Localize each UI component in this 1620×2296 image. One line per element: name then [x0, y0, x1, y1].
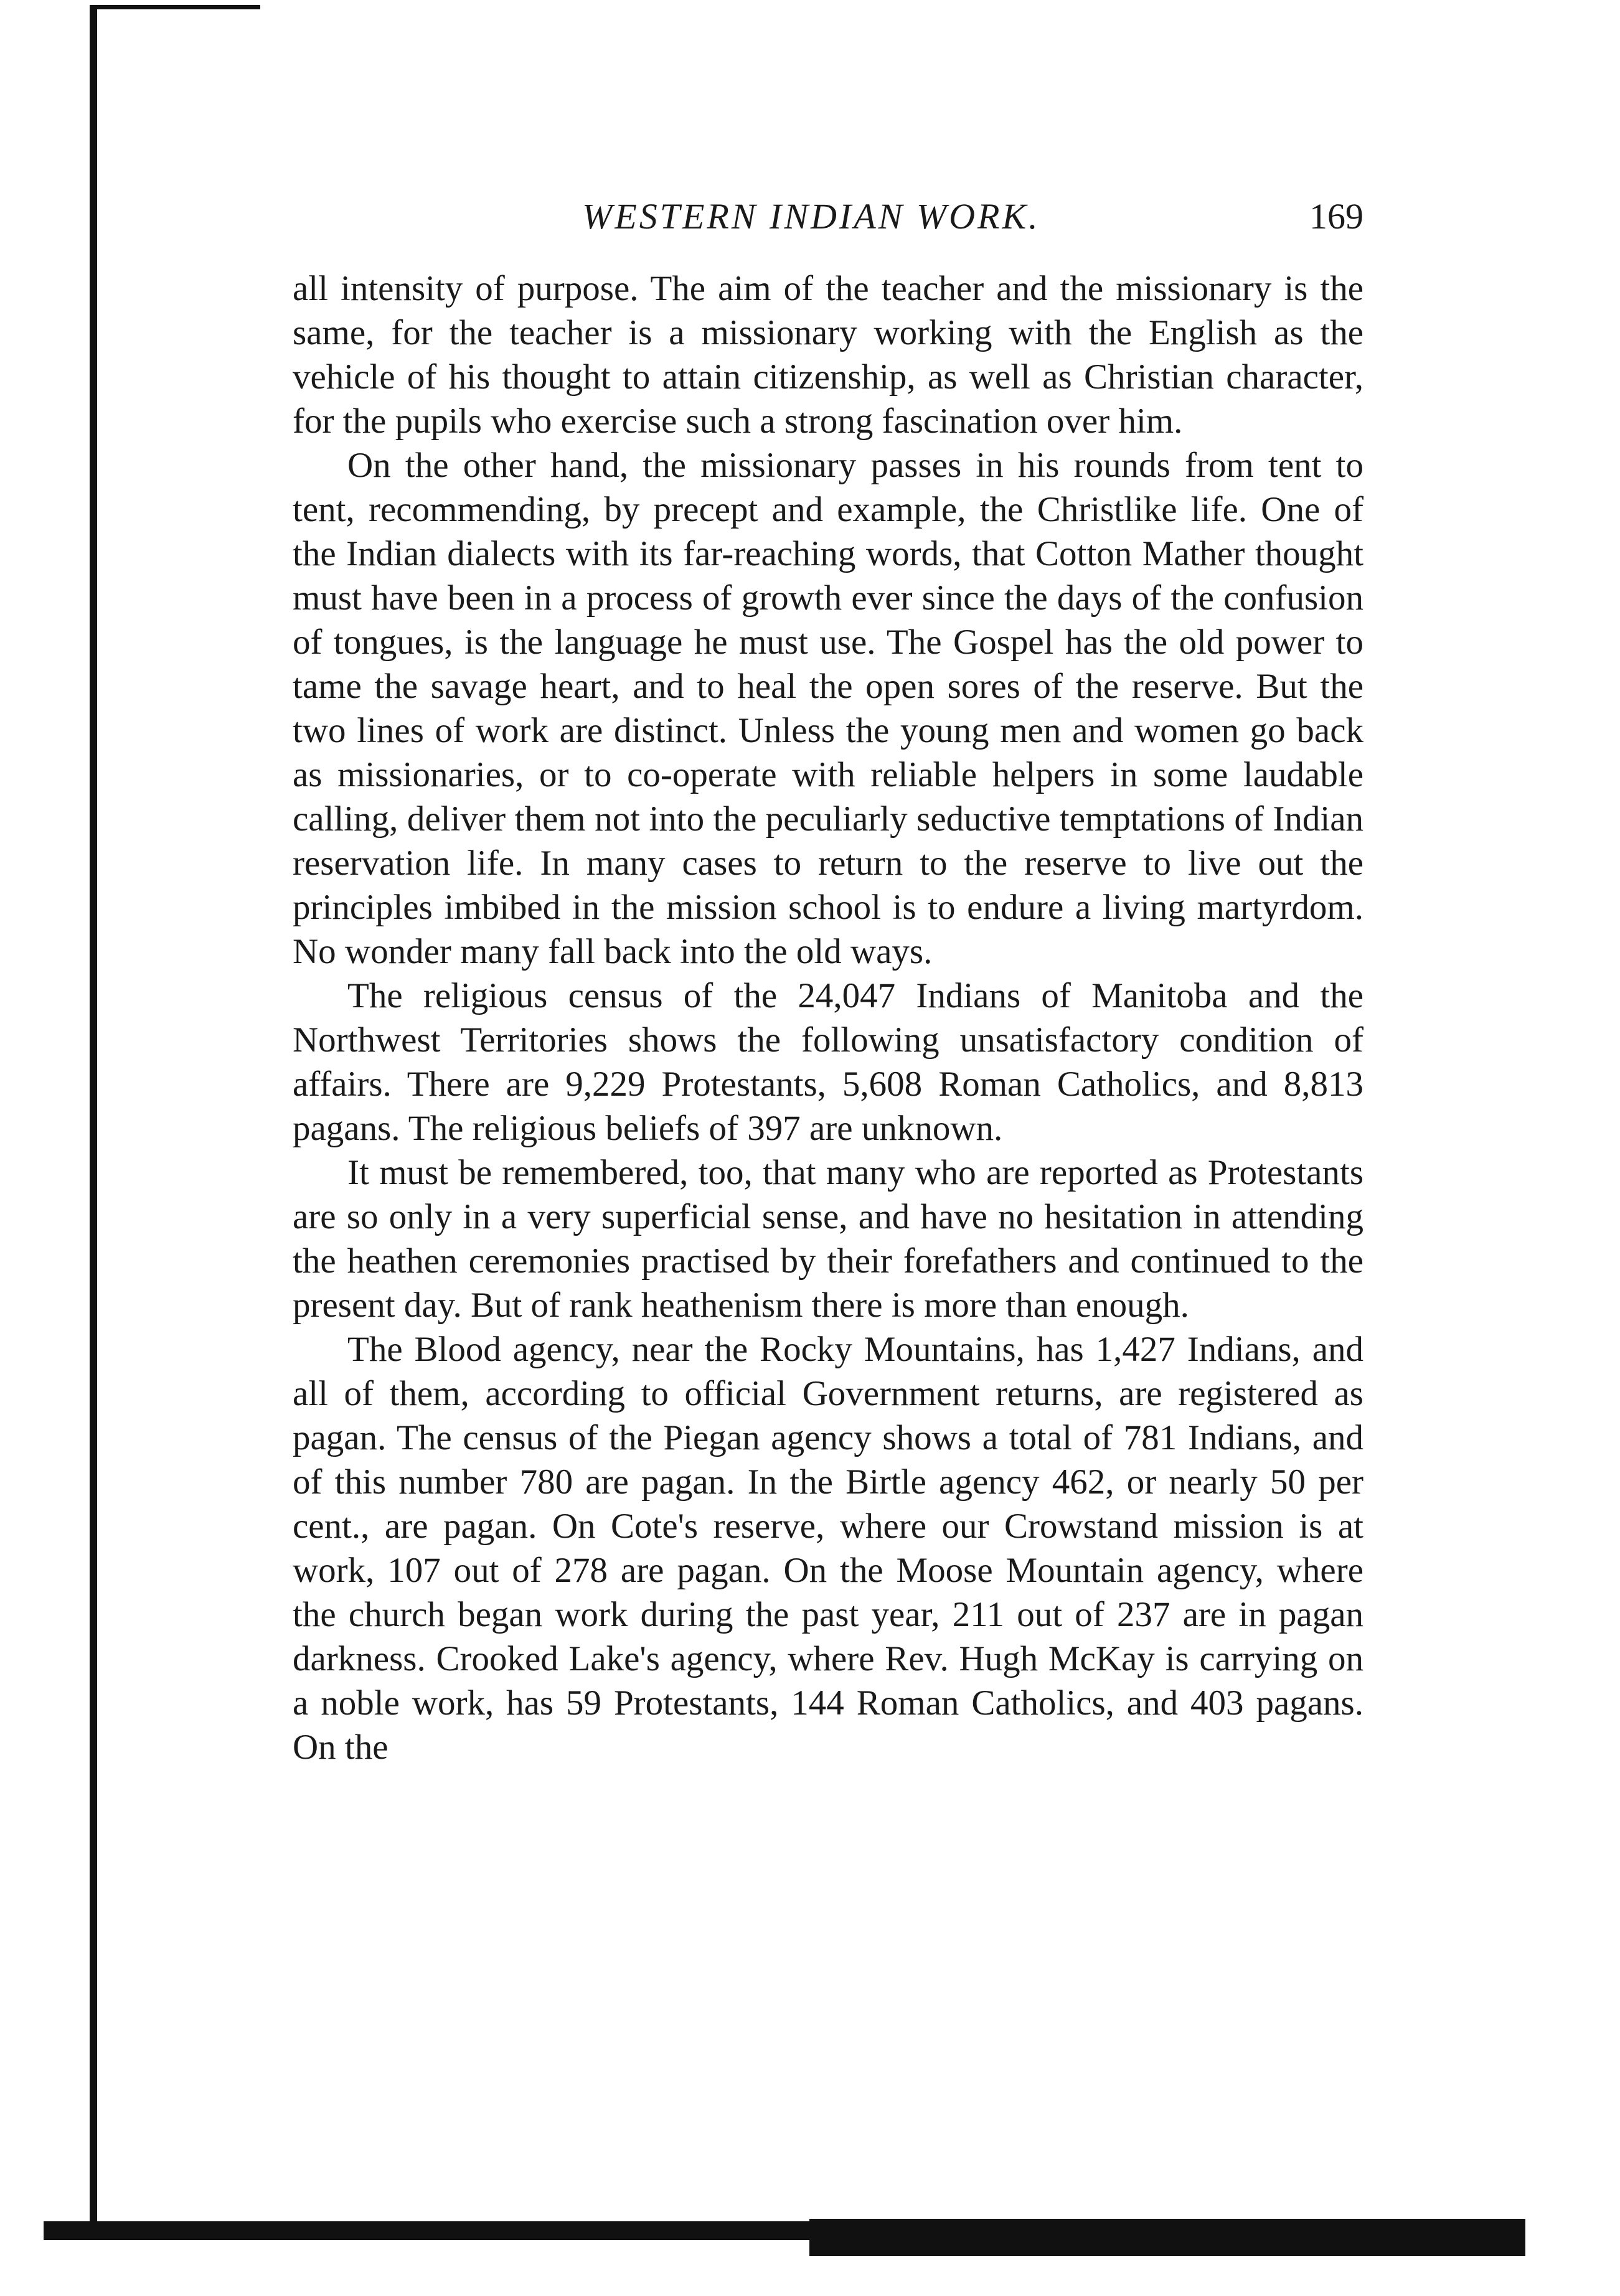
- paragraph-5: The Blood agency, near the Rocky Mountains, has 1,427 Indians, and all of them, according to official Government returns, are registered as pagan. The census of the Piegan agency shows a total of 781 Indians, and of this number 780 are pagan. In the Birtle agency 462, or nearly 50 per cent., are pagan. On Cote's reserve, where our Crowstand mission is at work, 107 out of 278 are pagan. On the Moose Mountain agency, where the church began work during the past year, 211 out of 237 are in pagan darkness. Crooked Lake's agency, where Rev. Hugh McKay is carrying on a noble work, has 59 Protestants, 144 Roman Catholics, and 403 pagans. On the: [293, 1330, 1363, 1767]
- running-title: WESTERN INDIAN WORK.: [582, 196, 1040, 237]
- paragraph-2: On the other hand, the missionary passes in his rounds from tent to tent, recommending, by precept and example, the Christlike life. One of the Indian dialects with its far-reaching words, that Cotton Mather thought must have been in a process of growth ever since the days of the confusion of tongues, is the language he must use. The Gospel has the old power to tame the savage heart, and to heal the open sores of the reserve. But the two lines of work are distinct. Unless the young men and women go back as missionaries, or to co-operate with reliable helpers in some laudable calling, deliver them not into the peculiarly seductive temptations of Indian reservation life. In many cases to return to the reserve to live out the principles imbibed in the mission school is to endure a living martyrdom. No wonder many fall back into the old ways.: [293, 446, 1363, 971]
- page-number: 169: [1309, 196, 1363, 237]
- paragraph-4: It must be remembered, too, that many who are reported as Protestants are so only in a very superficial sense, and have no hesitation in attending the heathen ceremonies practised by their forefathers and continued to the present day. But of rank heathenism there is more than enough.: [293, 1153, 1363, 1325]
- page-body: [293, 266, 1363, 1769]
- paragraph-3: The religious census of the 24,047 Indians of Manitoba and the Northwest Territories shows the following unsatisfactory condition of affairs. There are 9,229 Protestants, 5,608 Roman Catholics, and 8,813 pagans. The religious beliefs of 397 are unknown.: [293, 976, 1363, 1148]
- scan-border-bottom-thick: [809, 2219, 1525, 2256]
- paragraph-1: all intensity of purpose. The aim of the teacher and the missionary is the same, for the teacher is a missionary working with the English as the vehicle of his thought to attain citizenship, as well as Christian character, for the pupils who exercise such a strong fascination over him.: [293, 269, 1363, 441]
- page-header: [293, 187, 1363, 249]
- scan-border-left: [90, 5, 97, 2234]
- scan-border-top: [92, 5, 260, 9]
